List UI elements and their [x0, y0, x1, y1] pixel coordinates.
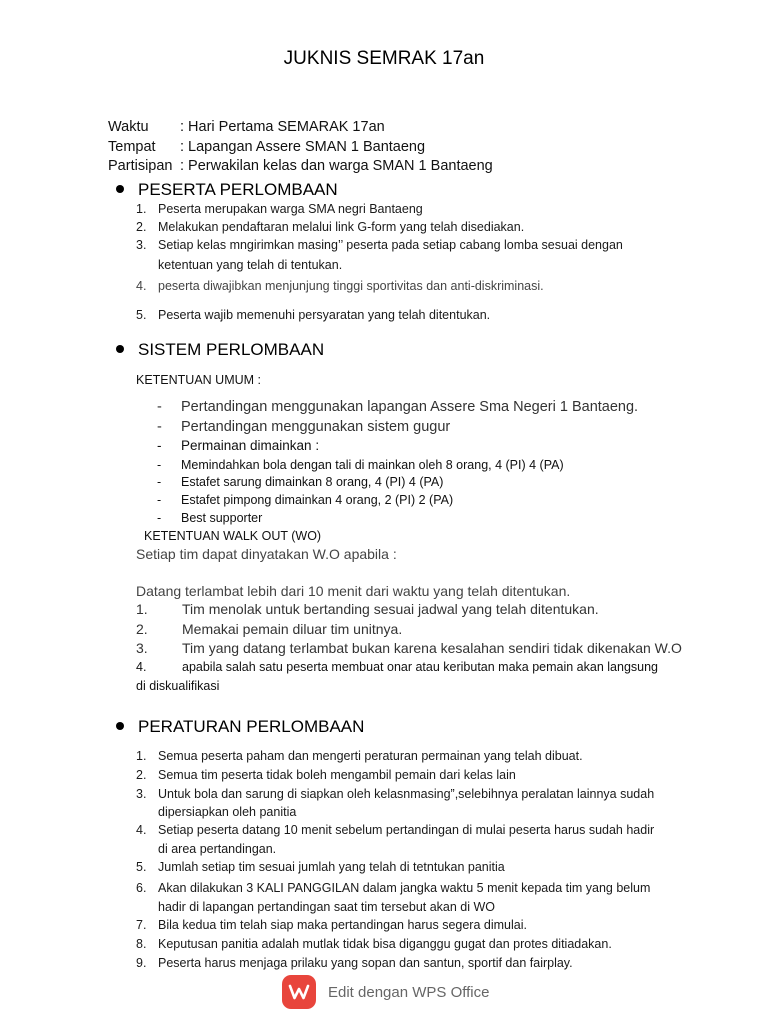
- info-label: Tempat: [108, 139, 156, 155]
- item-number: 5.: [136, 860, 147, 874]
- item-text: hadir di lapangan pertandingan saat tim tersebut akan di WO: [158, 900, 496, 914]
- wps-edit-banner[interactable]: [282, 975, 489, 1009]
- dash-marker: -: [157, 399, 162, 415]
- list-item: [136, 918, 527, 932]
- item-text: Bila kedua tim telah siap maka pertandingan harus segera dimulai.: [158, 918, 527, 932]
- list-item: [136, 937, 612, 951]
- item-number: 4.: [136, 660, 147, 674]
- wps-logo-icon: [282, 975, 316, 1009]
- dash-marker: -: [157, 511, 162, 525]
- item-number: 7.: [136, 918, 147, 932]
- wps-w-icon: [288, 983, 310, 1001]
- item-text: ketentuan yang telah di tentukan.: [158, 258, 343, 272]
- dash-item: [157, 511, 262, 525]
- bullet-icon: [116, 345, 124, 353]
- section-heading-peraturan: [116, 717, 364, 737]
- item-text: apabila salah satu peserta membuat onar atau keributan maka pemain akan langsung: [182, 660, 659, 674]
- item-text: dipersiapkan oleh panitia: [158, 805, 297, 819]
- list-item: [136, 308, 490, 322]
- item-number: 4.: [136, 279, 147, 293]
- info-value: : Hari Pertama SEMARAK 17an: [180, 119, 385, 135]
- walkout-first-condition: Datang terlambat lebih dari 10 menit dari waktu yang telah ditentukan.: [136, 583, 571, 599]
- list-item: [136, 220, 524, 234]
- section-heading-sistem: [116, 340, 324, 360]
- dash-marker: -: [157, 419, 162, 435]
- wps-edit-link[interactable]: Edit dengan WPS Office: [328, 983, 490, 1001]
- item-number: 1.: [136, 601, 148, 617]
- item-text: Peserta harus menjaga prilaku yang sopan dan santun, sportif dan fairplay.: [158, 956, 573, 970]
- item-number: 3.: [136, 787, 147, 801]
- heading-text: PESERTA PERLOMBAAN: [138, 180, 338, 199]
- walkout-intro: Setiap tim dapat dinyatakan W.O apabila :: [136, 546, 397, 562]
- subheading-walkout: KETENTUAN WALK OUT (WO): [144, 529, 322, 543]
- list-item: [136, 823, 654, 837]
- list-item: [136, 768, 516, 782]
- dash-item: [157, 475, 443, 489]
- dash-item: [157, 438, 319, 453]
- item-text: Semua peserta paham dan mengerti peraturan permainan yang telah dibuat.: [158, 749, 583, 763]
- walkout-item: [136, 660, 658, 674]
- bullet-icon: [116, 722, 124, 730]
- item-text: Jumlah setiap tim sesuai jumlah yang telah di tetntukan panitia: [158, 860, 505, 874]
- list-item-continuation: [136, 805, 296, 819]
- item-text: di area pertandingan.: [158, 842, 277, 856]
- item-number: 1.: [136, 749, 147, 763]
- dash-item: [157, 493, 453, 507]
- subheading-ketentuan-umum: KETENTUAN UMUM :: [136, 373, 261, 387]
- item-text: Tim menolak untuk bertanding sesuai jadwal yang telah ditentukan.: [182, 601, 599, 617]
- info-row-waktu: [108, 119, 385, 135]
- item-text: Pertandingan menggunakan sistem gugur: [181, 419, 451, 435]
- item-number: 6.: [136, 881, 147, 895]
- walkout-item-continuation: di diskualifikasi: [136, 679, 220, 693]
- walkout-item: [136, 621, 402, 637]
- dash-item: [157, 419, 450, 435]
- info-label: Waktu: [108, 119, 149, 135]
- info-row-tempat: [108, 139, 425, 155]
- document-title: JUKNIS SEMRAK 17an: [283, 48, 485, 69]
- bullet-icon: [116, 185, 124, 193]
- item-text: Keputusan panitia adalah mutlak tidak bisa diganggu gugat dan protes ditiadakan.: [158, 937, 612, 951]
- list-item: [136, 238, 623, 252]
- info-label: Partisipan: [108, 158, 173, 174]
- list-item: [136, 860, 505, 874]
- item-number: 5.: [136, 308, 147, 322]
- list-item: [136, 749, 583, 763]
- dash-marker: -: [157, 475, 162, 489]
- item-number: 3.: [136, 238, 147, 252]
- info-value: : Lapangan Assere SMAN 1 Bantaeng: [180, 139, 426, 155]
- list-item-continuation: [136, 900, 495, 914]
- item-number: 2.: [136, 768, 147, 782]
- list-item-continuation: [136, 258, 342, 272]
- list-item: [136, 787, 654, 801]
- item-text: Setiap peserta datang 10 menit sebelum pertandingan di mulai peserta harus sudah hadir: [158, 823, 655, 837]
- item-number: 8.: [136, 937, 147, 951]
- dash-item: [157, 399, 638, 415]
- walkout-item: [136, 640, 682, 656]
- list-item: [136, 279, 544, 293]
- item-text: Permainan dimainkan: [181, 438, 312, 453]
- list-item: [136, 881, 650, 895]
- item-text: peserta diwajibkan menjunjung tinggi sportivitas dan anti-diskriminasi.: [158, 279, 544, 293]
- heading-text: PERATURAN PERLOMBAAN: [138, 717, 365, 736]
- list-item: [136, 956, 573, 970]
- item-text: Semua tim peserta tidak boleh mengambil pemain dari kelas lain: [158, 768, 516, 782]
- dash-marker: -: [157, 458, 162, 472]
- item-text: Memindahkan bola dengan tali di mainkan oleh 8 orang, 4 (PI) 4 (PA): [181, 458, 564, 472]
- dash-item: [157, 458, 564, 472]
- item-suffix: :: [311, 438, 320, 453]
- item-number: 3.: [136, 640, 148, 656]
- item-text: Setiap kelas mngirimkan masing’’ peserta pada setiap cabang lomba sesuai dengan: [158, 238, 623, 252]
- item-text: Pertandingan menggunakan lapangan Assere Sma Negeri 1 Bantaeng.: [181, 399, 639, 415]
- item-number: 2.: [136, 621, 148, 637]
- item-number: 2.: [136, 220, 147, 234]
- item-number: 9.: [136, 956, 147, 970]
- item-number: 1.: [136, 202, 147, 216]
- walkout-item: [136, 601, 599, 617]
- item-text: Memakai pemain diluar tim unitnya.: [182, 621, 403, 637]
- dash-marker: -: [157, 493, 162, 507]
- item-text: Estafet sarung dimainkan 8 orang, 4 (PI) 4 (PA): [181, 475, 444, 489]
- item-text: Best supporter: [181, 511, 263, 525]
- item-text: Peserta merupakan warga SMA negri Bantaeng: [158, 202, 423, 216]
- info-value: : Perwakilan kelas dan warga SMAN 1 Bantaeng: [180, 158, 493, 174]
- item-text: Estafet pimpong dimainkan 4 orang, 2 (PI) 2 (PA): [181, 493, 454, 507]
- item-text: Tim yang datang terlambat bukan karena kesalahan sendiri tidak dikenakan W.O: [182, 640, 682, 656]
- section-heading-peserta: [116, 180, 338, 200]
- item-text: Melakukan pendaftaran melalui link G-form yang telah disediakan.: [158, 220, 525, 234]
- item-text: Peserta wajib memenuhi persyaratan yang telah ditentukan.: [158, 308, 491, 322]
- item-number: 4.: [136, 823, 147, 837]
- list-item: [136, 202, 423, 216]
- item-text: Untuk bola dan sarung di siapkan oleh kelasnmasing”,selebihnya peralatan lainnya sudah: [158, 787, 655, 801]
- info-row-partisipan: [108, 158, 493, 174]
- dash-marker: -: [157, 438, 162, 453]
- list-item-continuation: [136, 842, 276, 856]
- item-text: Akan dilakukan 3 KALI PANGGILAN dalam jangka waktu 5 menit kepada tim yang belum: [158, 881, 651, 895]
- heading-text: SISTEM PERLOMBAAN: [138, 340, 325, 359]
